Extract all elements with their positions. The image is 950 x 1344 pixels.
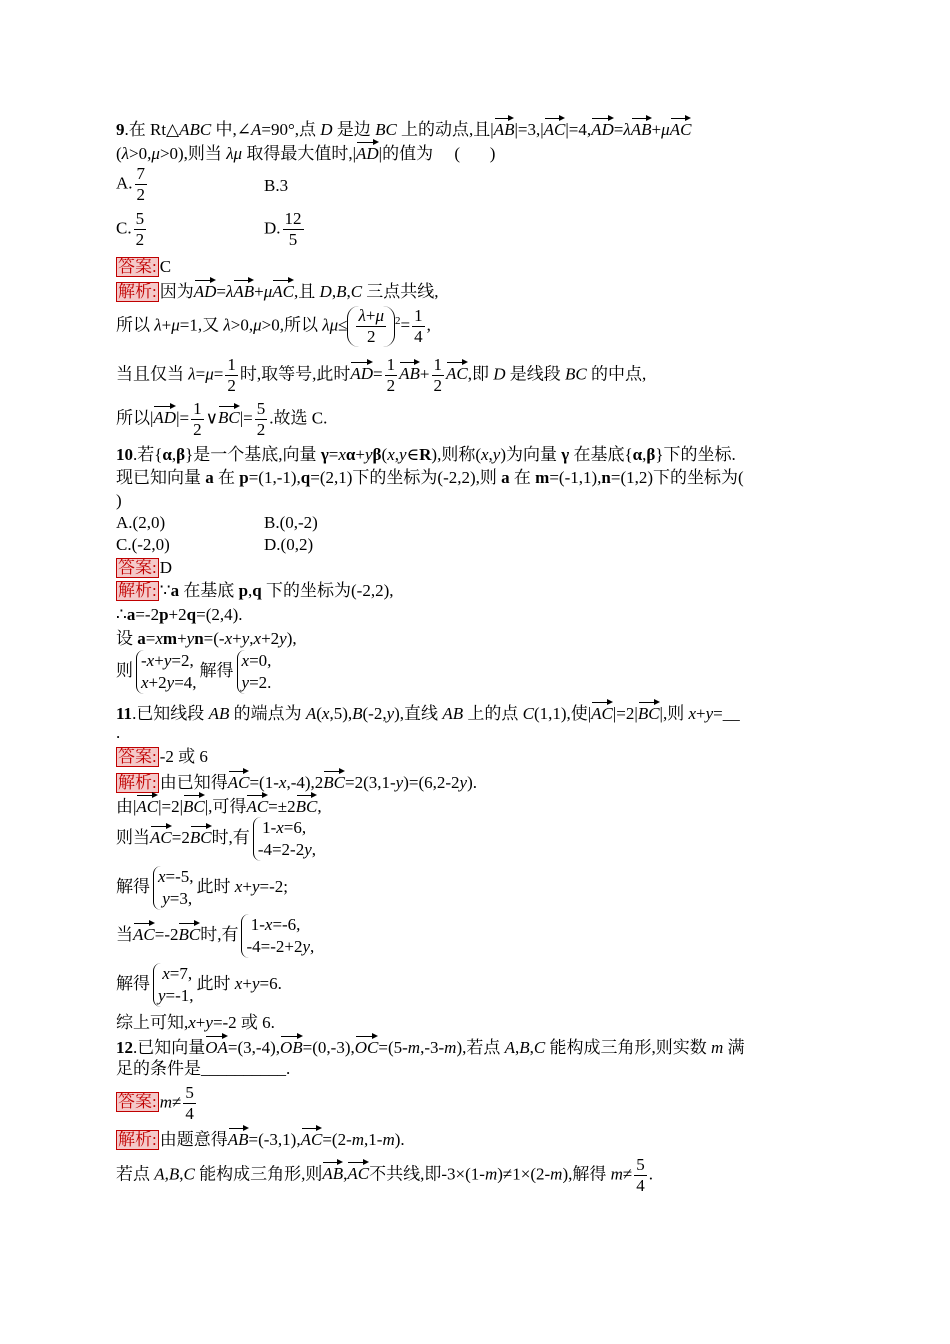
q10-analysis-2: ∴a=-2p+2q=(2,4). [116,605,243,624]
q11-analysis-4: 解得 x=-5, y=3, 此时 x+y=-2; [116,867,288,908]
q9-analysis-2: 所以 λ+μ=1,又 λ>0,μ>0,所以 λμ≤ $\frac{\lambda+\mu}{2}$ $^2$= $\frac{1}{4}$ , [116,306,431,346]
answer-tag: 答案: [118,257,157,276]
q11-analysis-1: 解析: 由已知得AC=(1-x,-4),2BC=2(3,1-y)=(6,2-2y). [116,770,477,794]
q10-analysis-1: 解析: ∵a 在基底 p,q 下的坐标为(-2,2), [118,581,394,600]
fraction: $\frac{12}{5}$ [284,209,302,249]
q10-stem-line3: ) [116,491,122,510]
fraction: $\frac{7}{2}$ [136,164,146,204]
q9-option-b: B.3 [264,176,289,195]
q10-option-d: D.(0,2) [264,535,314,554]
q10-answer: 答案: D [118,558,173,577]
q9-analysis-1: 解析: 因为AD=λAB+μAC,且 D,B,C 三点共线, [116,279,439,303]
q9-answer: 答案: C [118,257,172,276]
q9-option-c: C. $\frac{5}{2}$ [116,209,145,249]
analysis-tag: 解析: [118,581,157,600]
q11-analysis-3: 则当AC=2BC时,有 1-x=6, -4=2-2y, [116,818,317,859]
q11-analysis-2: 由|AC|=2|BC|,可得AC=±2BC, [116,794,322,818]
q12-analysis-1: 解析: 由题意得AB=(-3,1),AC=(2-m,1-m). [116,1127,405,1151]
q12-answer: 答案: m≠ $\frac{5}{4}$ [118,1083,194,1123]
q9-option-d: D. $\frac{12}{5}$ [264,209,302,249]
q10-stem-line2: 现已知向量 a 在 p=(1,-1),q=(2,1)下的坐标为(-2,2),则 a 在 m=(-1,1),n=(1,2)下的坐标为( [116,468,744,487]
answer-tag: 答案: [118,747,157,766]
q10-stem-line1: 10.若{α,β}是一个基底,向量 γ=xα+yβ(x,y∈R),则称(x,y)为向量 γ 在基底{α,β}下的坐标. [116,445,736,464]
fraction: $\frac{5}{2}$ [135,209,145,249]
q10-analysis-3: 设 a=xm+yn=(-x+y,x+2y), [116,629,297,648]
q11-stem-line2: . [116,723,121,742]
q11-analysis-6: 解得 x=7, y=-1, 此时 x+y=6. [116,964,282,1005]
q10-option-c: C.(-2,0) [116,535,170,554]
q9-analysis-3: 当且仅当 λ=μ= $\frac{1}{2}$ 时,取等号,此时AD= $\frac{1}{2}$ AB+ $\frac{1}{2}$ AC,即 D 是线段 BC 的中点, [116,355,647,395]
q12-stem-line1: 12.已知向量OA=(3,-4),OB=(0,-3),OC=(5-m,-3-m),若点 A,B,C 能构成三角形,则实数 m 满 [116,1035,745,1059]
q9-stem-line1: 9.在 Rt△ABC 中,∠A=90°,点 D 是边 BC 上的动点,且|AB|=3,|AC|=4,AD=λAB+μAC [116,117,691,141]
q10-option-a: A.(2,0) [116,513,166,532]
q12-analysis-2: 若点 A,B,C 能构成三角形,则AB,AC不共线,即-3×(1-m)≠1×(2-m),解得 m≠ $\frac{5}{4}$ . [116,1155,653,1195]
q12-stem-line2: 足的条件是__________. [116,1059,291,1078]
q9-stem-line2: (λ>0,μ>0),则当 λμ 取得最大值时,|AD|的值为 ( ) [116,141,495,165]
q11-analysis-5: 当AC=-2BC时,有 1-x=-6, -4=-2+2y, [116,915,315,956]
q9-option-a: A. $\frac{7}{2}$ [116,164,146,204]
analysis-tag: 解析: [118,1130,157,1149]
q9-analysis-4: 所以|AD|= $\frac{1}{2}$ ∨BC|= $\frac{5}{2}$ .故选 C. [116,399,328,439]
q11-answer: 答案: -2 或 6 [118,747,208,766]
analysis-tag: 解析: [118,773,157,792]
answer-tag: 答案: [118,558,157,577]
fraction: $\frac{5}{4}$ [185,1083,194,1123]
analysis-tag: 解析: [118,282,157,301]
q11-stem-line1: 11.已知线段 AB 的端点为 A(x,5),B(-2,y),直线 AB 上的点 C(1,1),使|AC|=2|BC|,则 x+y=__ [116,701,740,725]
q11-analysis-7: 综上可知,x+y=-2 或 6. [116,1013,275,1032]
q10-analysis-4: 则 -x+y=2, x+2y=4, 解得 x=0, y=2. [116,651,272,692]
answer-tag: 答案: [118,1092,157,1112]
q10-option-b: B.(0,-2) [264,513,318,532]
